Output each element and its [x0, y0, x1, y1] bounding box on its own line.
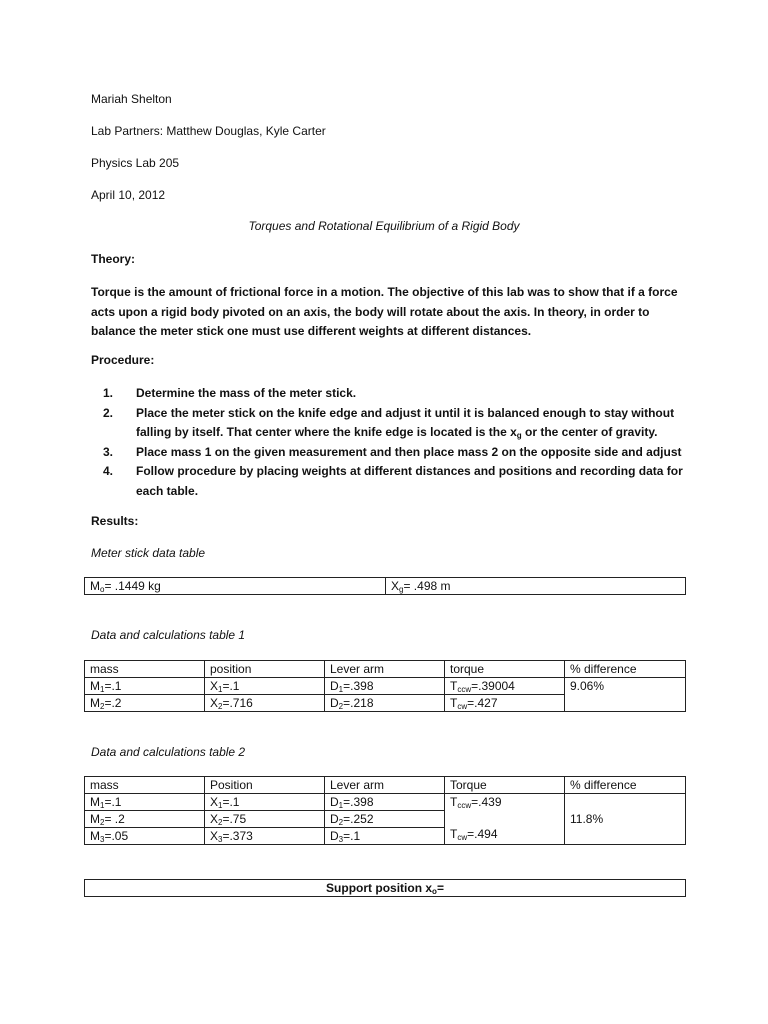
column-header: torque — [445, 661, 565, 678]
procedure-step — [103, 404, 691, 443]
step-number: 1. — [103, 386, 114, 400]
table-cell: $X_2=.716$ — [205, 695, 325, 712]
column-header: Position — [205, 777, 325, 794]
step-number: 2. — [103, 405, 114, 420]
procedure-step — [103, 443, 691, 463]
table-row — [85, 794, 686, 811]
meter-stick-caption: Meter stick data table — [91, 546, 206, 560]
table-cell: $M_2= .2$ — [85, 811, 205, 828]
table-row — [85, 880, 686, 897]
theory-heading: Theory: — [91, 252, 136, 266]
torque-cell — [445, 794, 565, 845]
table-cell: $M_1=.1$ — [85, 794, 205, 811]
column-header: mass — [85, 777, 205, 794]
step-number: 4. — [103, 464, 114, 478]
table-cell: $X_g= .498$ m — [386, 578, 686, 595]
step-text: Determine the mass of the meter stick. — [136, 386, 357, 400]
step-text-cont: or the center of gravity. — [521, 425, 658, 439]
percent-difference-cell: 9.06% — [565, 678, 686, 712]
column-header: % difference — [565, 661, 686, 678]
table-header-row — [85, 661, 686, 678]
table-cell: $X_1=.1$ — [205, 678, 325, 695]
table-row — [85, 578, 686, 595]
table-cell: $X_1=.1$ — [205, 794, 325, 811]
percent-difference-cell: 11.8% — [565, 794, 686, 845]
table2-caption: Data and calculations table 2 — [91, 745, 246, 759]
meter-stick-table — [84, 577, 686, 595]
table-cell: $T_{cw}=.427$ — [445, 695, 565, 712]
step-subscript: g — [516, 431, 522, 440]
step-text: Place the meter stick on the knife edge and adjust it until it is balanced enough to stay without falling by itself. That center where the knife edge is located is the x — [136, 405, 675, 439]
column-header: mass — [85, 661, 205, 678]
spacer — [450, 810, 559, 826]
step-text: Place mass 1 on the given measurement and then place mass 2 on the opposite side and adjust — [136, 444, 682, 459]
procedure-step — [103, 384, 691, 404]
table-cell: $M_1=.1$ — [85, 678, 205, 695]
table1-caption: Data and calculations table 1 — [91, 628, 246, 642]
table-cell: $M_3=.05$ — [85, 828, 205, 845]
procedure-heading: Procedure: — [91, 353, 155, 367]
data-table-2 — [84, 776, 686, 845]
table-cell: $X_3=.373$ — [205, 828, 325, 845]
report-title: Torques and Rotational Equilibrium of a Rigid Body — [248, 219, 520, 233]
lab-partners: Lab Partners: Matthew Douglas, Kyle Carter — [91, 124, 326, 138]
table-cell: $T_{ccw}=.39004$ — [445, 678, 565, 695]
author-name: Mariah Shelton — [91, 92, 172, 106]
table-cell: $D_1=.398$ — [325, 678, 445, 695]
column-header: % difference — [565, 777, 686, 794]
data-table-1 — [84, 660, 686, 712]
table-row — [85, 678, 686, 695]
procedure-list — [91, 384, 691, 501]
column-header: position — [205, 661, 325, 678]
table-cell: $M_2=.2$ — [85, 695, 205, 712]
procedure-step — [103, 462, 691, 501]
table-cell: $D_2=.252$ — [325, 811, 445, 828]
table-cell: $M_o= .1449$ kg — [85, 578, 386, 595]
step-text: Follow procedure by placing weights at different distances and positions and recording data for each table. — [136, 464, 683, 498]
column-header: Lever arm — [325, 777, 445, 794]
table-header-row — [85, 777, 686, 794]
results-heading: Results: — [91, 514, 139, 528]
theory-text: Torque is the amount of frictional force in a motion. The objective of this lab was to show that if a force acts upon a rigid body pivoted on an axis, the body will rotate about the axis. In theory, in order to balance the meter stick one must use different weights at different distances. — [91, 285, 678, 338]
step-number: 3. — [103, 444, 114, 459]
support-position-table — [84, 879, 686, 897]
torque-cw: $T_{cw}=.494$ — [450, 827, 498, 842]
table-cell: $X_2=.75$ — [205, 811, 325, 828]
column-header: Torque — [445, 777, 565, 794]
report-date: April 10, 2012 — [91, 188, 166, 202]
table-cell: $D_1=.398$ — [325, 794, 445, 811]
torque-ccw: $T_{ccw}=.439$ — [450, 795, 502, 810]
course-name: Physics Lab 205 — [91, 156, 180, 170]
column-header: Lever arm — [325, 661, 445, 678]
support-position-cell: Support position $x_o=$ — [85, 880, 686, 897]
table-cell: $D_3=.1$ — [325, 828, 445, 845]
table-cell: $D_2=.218$ — [325, 695, 445, 712]
